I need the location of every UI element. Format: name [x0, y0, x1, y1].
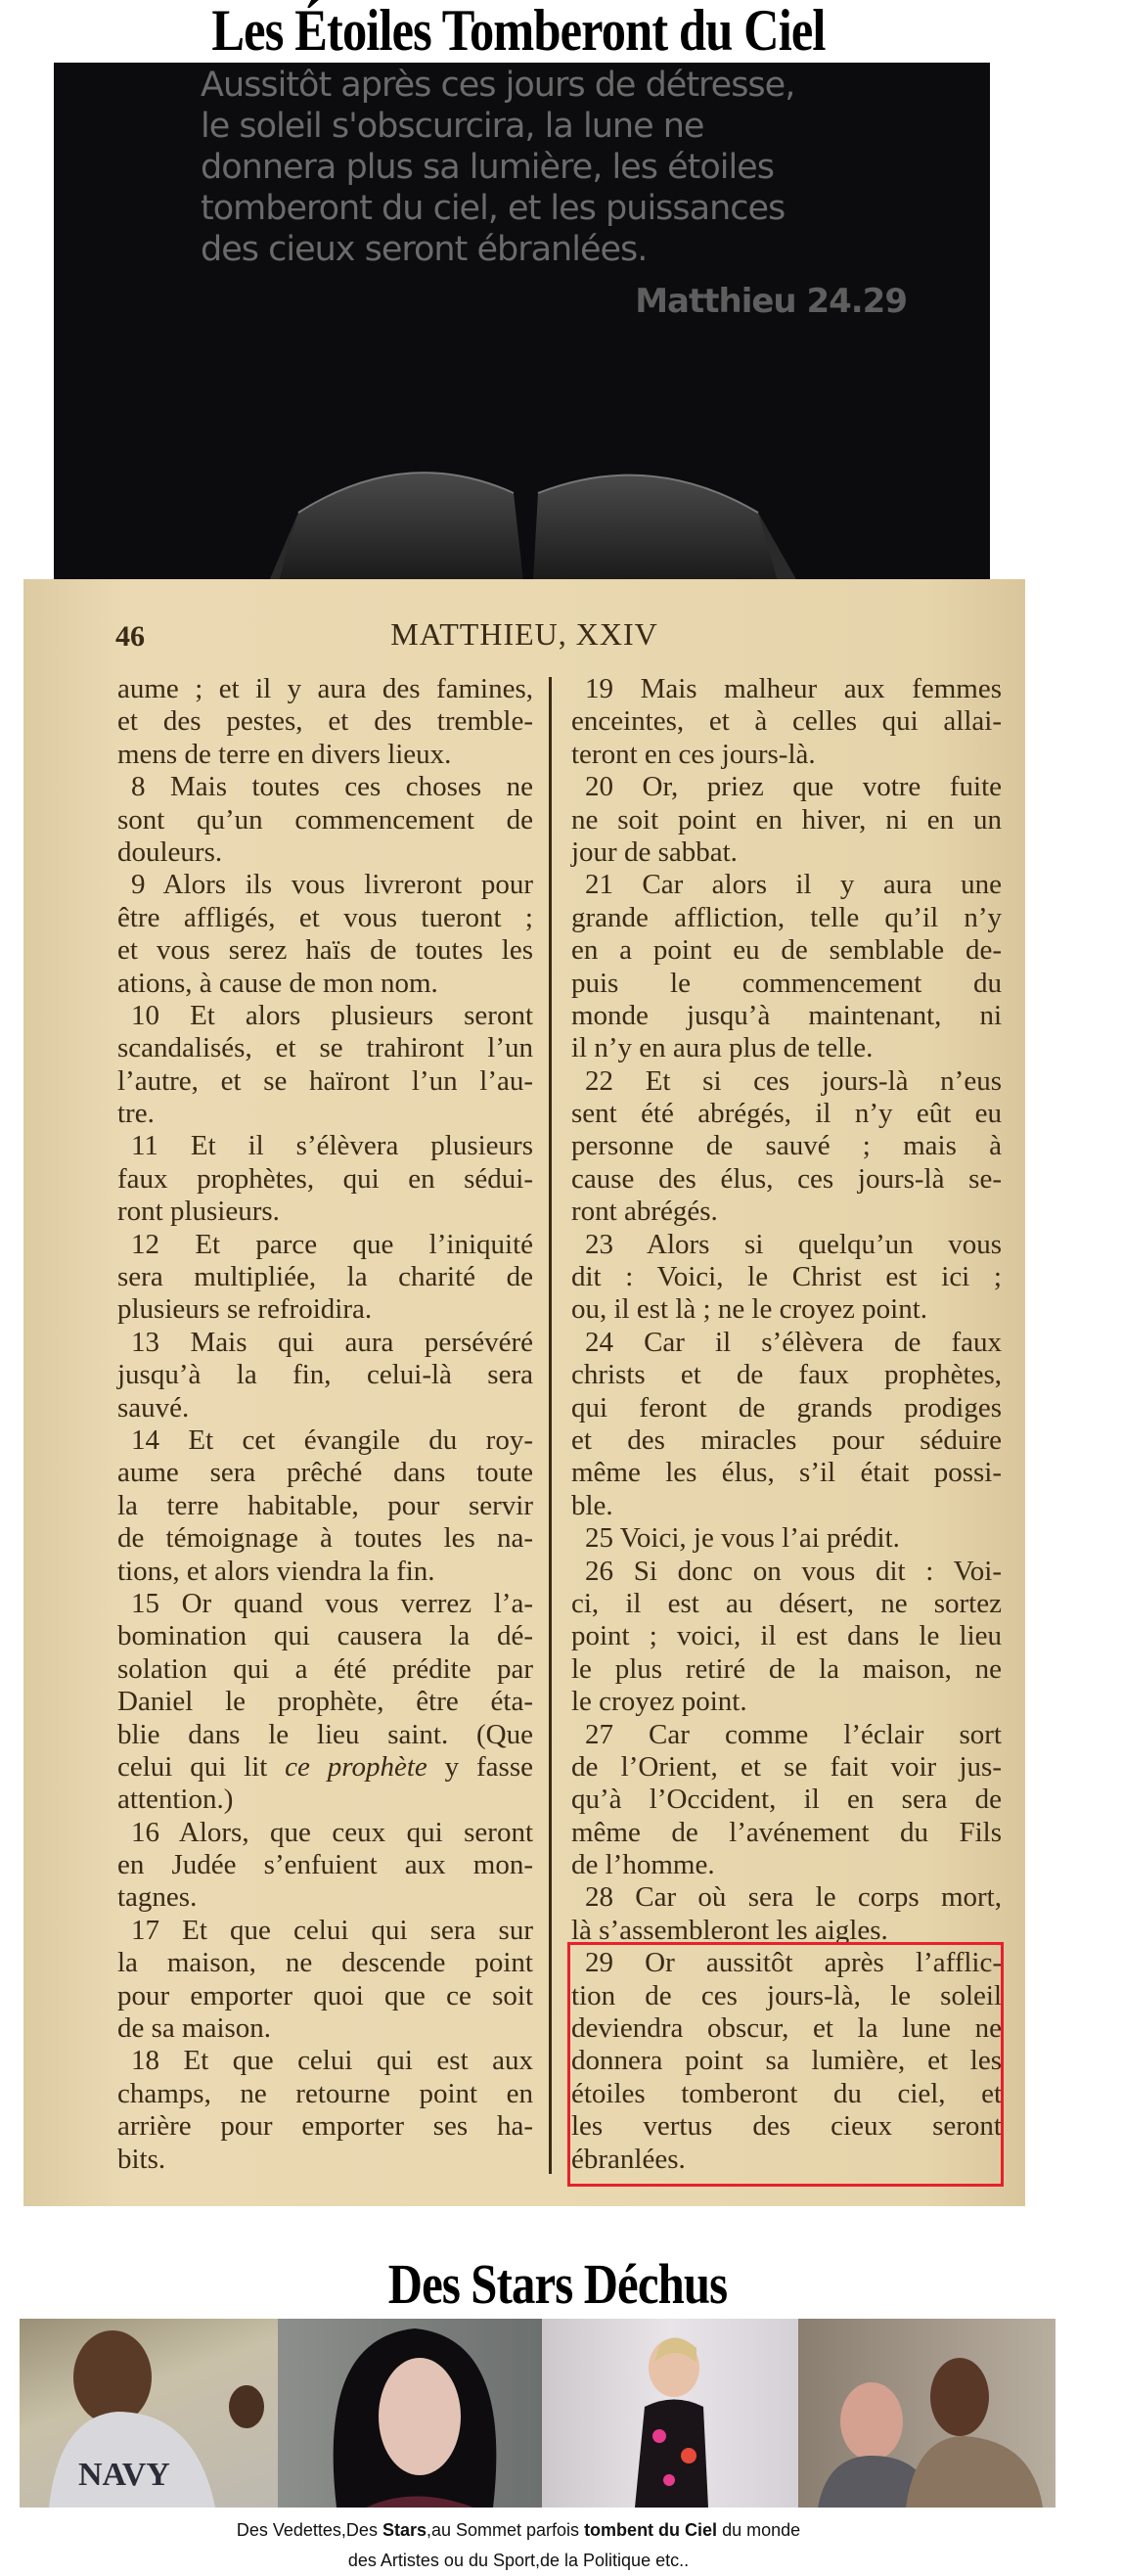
text-line: 24 Car il s’élèvera de faux: [585, 1326, 1002, 1358]
page-title: Les Étoiles Tomberont du Ciel: [211, 0, 826, 63]
caption-bold-text: tombent du Ciel: [584, 2520, 718, 2540]
highlight-box-verse-29: [567, 1942, 1004, 2187]
text-line: de l’homme.: [571, 1849, 715, 1881]
text-line: champs, ne retourne point en: [117, 2077, 533, 2109]
text-line: en Judée s’enfuient aux mon-: [117, 1849, 533, 1881]
text-line: 27 Car comme l’éclair sort: [585, 1718, 1002, 1750]
text-line: douleurs.: [117, 836, 223, 868]
text-line: 12 Et parce que l’iniquité: [131, 1228, 533, 1260]
text-line: 19 Mais malheur aux femmes: [585, 673, 1002, 704]
text-line: cause des élus, ces jours-là se-: [571, 1162, 1002, 1195]
text-line: 16 Alors, que ceux qui seront: [131, 1816, 533, 1848]
verse-line: le soleil s'obscurcira, la lune ne: [201, 107, 704, 146]
text-line: ations, à cause de mon nom.: [117, 967, 438, 999]
text-line: christs et de faux prophètes,: [571, 1359, 1002, 1391]
text-line: 14 Et cet évangile du roy-: [131, 1424, 533, 1456]
text-line: 10 Et alors plusieurs seront: [131, 999, 533, 1031]
text-line: blie dans le lieu saint. (Que: [117, 1718, 533, 1750]
text-line: 9 Alors ils vous livreront pour: [131, 869, 533, 901]
text-line: enceintes, et à celles qui allai-: [571, 705, 1002, 738]
text-line: et vous serez haïs de toutes les: [117, 934, 533, 967]
verse-line: Aussitôt après ces jours de détresse,: [201, 66, 795, 105]
text-line: ble.: [571, 1489, 613, 1521]
text-line: sent été abrégés, il n’y eût eu: [571, 1098, 1002, 1130]
text-line: personne de sauvé ; mais à: [571, 1130, 1002, 1162]
text-line: de sa maison.: [117, 2012, 272, 2045]
left-column: [117, 673, 533, 2176]
text-line: la terre habitable, pour servir: [117, 1489, 533, 1521]
text-line: et des miracles pour séduire: [571, 1424, 1002, 1456]
verse-line: des cieux seront ébranlées.: [201, 230, 648, 269]
caption-bold-text: Stars: [382, 2520, 427, 2540]
text-line: sera multipliée, la charité de: [117, 1261, 533, 1293]
text-line: tion de ces jours-là, le soleil: [571, 1979, 1002, 2011]
text-line: 15 Or quand vous verrez l’a-: [131, 1587, 533, 1619]
text-line: celui qui lit ce prophète y fasse: [117, 1750, 533, 1783]
text-line: être affligés, et vous tueront ;: [117, 901, 533, 933]
column-divider: [549, 677, 552, 2174]
text-line: attention.): [117, 1784, 234, 1816]
text-line: ront abrégés.: [571, 1196, 718, 1228]
text-line: teront en ces jours-là.: [571, 738, 816, 770]
text-line: sauvé.: [117, 1391, 190, 1424]
text-line: 21 Car alors il y aura une: [585, 869, 1002, 901]
text-line: qu’à l’Occident, il en sera de: [571, 1784, 1002, 1816]
text-line: pour emporter quoi que ce soit: [117, 1979, 533, 2011]
text-line: ront plusieurs.: [117, 1196, 280, 1228]
caption-line-2: des Artistes ou du Sport,de la Politique etc..: [347, 2551, 690, 2570]
text-line: bits.: [117, 2143, 166, 2175]
section-title: Des Stars Déchus: [387, 2252, 728, 2316]
text-line: aume sera prêché dans toute: [117, 1457, 533, 1489]
text-line: 28 Car où sera le corps mort,: [585, 1881, 1002, 1914]
text-line: l’autre, et se haïront l’un l’au-: [117, 1064, 533, 1097]
text-line: tions, et alors viendra la fin.: [117, 1555, 435, 1587]
text-line: même les élus, s’il était possi-: [571, 1457, 1002, 1489]
text-line: jour de sabbat.: [571, 836, 738, 868]
text-line: sont qu’un commencement de: [117, 803, 533, 836]
verse-line: donnera plus sa lumière, les étoiles: [201, 148, 774, 187]
caption-line-1: [20, 2515, 1017, 2546]
text-line: scandalisés, et se trahiront l’un: [117, 1032, 533, 1064]
text-line: étoiles tomberont du ciel, et: [571, 2077, 1002, 2109]
text-line: mens de terre en divers lieux.: [117, 738, 452, 770]
text-line: et des pestes, et des tremble-: [117, 705, 533, 738]
text-line: solation qui a été prédite par: [117, 1652, 533, 1685]
text-line: point ; voici, il est dans le lieu: [571, 1620, 1002, 1652]
caption: [20, 2515, 1017, 2576]
text-line: donnera point sa lumière, et les: [571, 2045, 1002, 2077]
text-line: monde jusqu’à maintenant, ni: [571, 999, 1002, 1031]
text-line: tagnes.: [117, 1881, 198, 1914]
photo-man-long-hair: [278, 2319, 542, 2508]
verse-reference: Matthieu 24.29: [635, 282, 907, 321]
caption-text: Des Vedettes,Des: [236, 2520, 382, 2540]
text-line: les vertus des cieux seront: [571, 2110, 1002, 2143]
verse-line: tomberont du ciel, et les puissances: [201, 189, 786, 228]
text-line: jusqu’à la fin, celui-là sera: [117, 1359, 533, 1391]
text-line: deviendra obscur, et la lune ne: [571, 2012, 1002, 2045]
caption-text: ,au Sommet parfois: [426, 2520, 585, 2540]
photo-man-navy-hoodie: [20, 2319, 278, 2508]
scanned-bible-page: [23, 579, 1025, 2206]
text-line: 25 Voici, je vous l’ai prédit.: [585, 1522, 900, 1555]
text-line: Daniel le prophète, être éta-: [117, 1686, 533, 1718]
text-line: 22 Et si ces jours-là n’eus: [585, 1064, 1002, 1097]
text-line: le plus retiré de la maison, ne: [571, 1652, 1002, 1685]
text-line: la maison, ne descende point: [117, 1947, 533, 1979]
text-line: 18 Et que celui qui est aux: [131, 2045, 533, 2077]
photo-two-men-courtroom: [798, 2319, 1056, 2508]
text-line: faux prophètes, qui en sédui-: [117, 1162, 533, 1195]
text-line: 23 Alors si quelqu’un vous: [585, 1228, 1002, 1260]
verse-banner: [54, 63, 990, 579]
hoodie-lettering: NAVY: [78, 2457, 170, 2493]
text-line: dit : Voici, le Christ est ici ;: [571, 1261, 1002, 1293]
text-line: 8 Mais toutes ces choses ne: [131, 771, 533, 803]
text-line: ou, il est là ; ne le croyez point.: [571, 1293, 928, 1326]
text-line: ébranlées.: [571, 2143, 686, 2175]
text-line: bomination qui causera la dé-: [117, 1620, 533, 1652]
text-line: 13 Mais qui aura persévéré: [131, 1326, 533, 1358]
text-line: 26 Si donc on vous dit : Voi-: [585, 1555, 1002, 1587]
text-line: qui feront de grands prodiges: [571, 1391, 1002, 1424]
open-book-image: [210, 405, 836, 579]
text-line: ci, il est au désert, ne sortez: [571, 1587, 1002, 1619]
text-line: même de l’avénement du Fils: [571, 1816, 1002, 1848]
text-line: de témoignage à toutes les na-: [117, 1522, 533, 1555]
text-line: ne soit point en hiver, ni en un: [571, 803, 1002, 836]
text-line: en a point eu de semblable de-: [571, 934, 1002, 967]
photo-strip: [20, 2319, 1066, 2508]
text-line: de l’Orient, et se fait voir jus-: [571, 1750, 1002, 1783]
text-line: tre.: [117, 1098, 155, 1130]
italic-text: ce prophète: [285, 1750, 427, 1783]
photo-woman-curtain: [542, 2319, 798, 2508]
text-line: là s’assembleront les aigles.: [571, 1914, 888, 1946]
text-line: arrière pour emporter ses ha-: [117, 2110, 533, 2143]
text-line: 29 Or aussitôt après l’afflic-: [585, 1947, 1002, 1979]
text-line: 20 Or, priez que votre fuite: [585, 771, 1002, 803]
text-line: 11 Et il s’élèvera plusieurs: [131, 1130, 533, 1162]
caption-text: du monde: [717, 2520, 801, 2540]
page-number: 46: [115, 620, 145, 653]
text-line: aume ; et il y aura des famines,: [117, 673, 533, 704]
text-line: grande affliction, telle qu’il n’y: [571, 901, 1002, 933]
text-line: 17 Et que celui qui sera sur: [131, 1914, 533, 1946]
text-line: le croyez point.: [571, 1686, 747, 1718]
running-head: MATTHIEU, XXIV: [390, 616, 658, 652]
verse-text: [201, 65, 794, 270]
text-line: il n’y en aura plus de telle.: [571, 1032, 874, 1064]
text-line: plusieurs se refroidira.: [117, 1293, 373, 1326]
text-line: puis le commencement du: [571, 967, 1002, 999]
